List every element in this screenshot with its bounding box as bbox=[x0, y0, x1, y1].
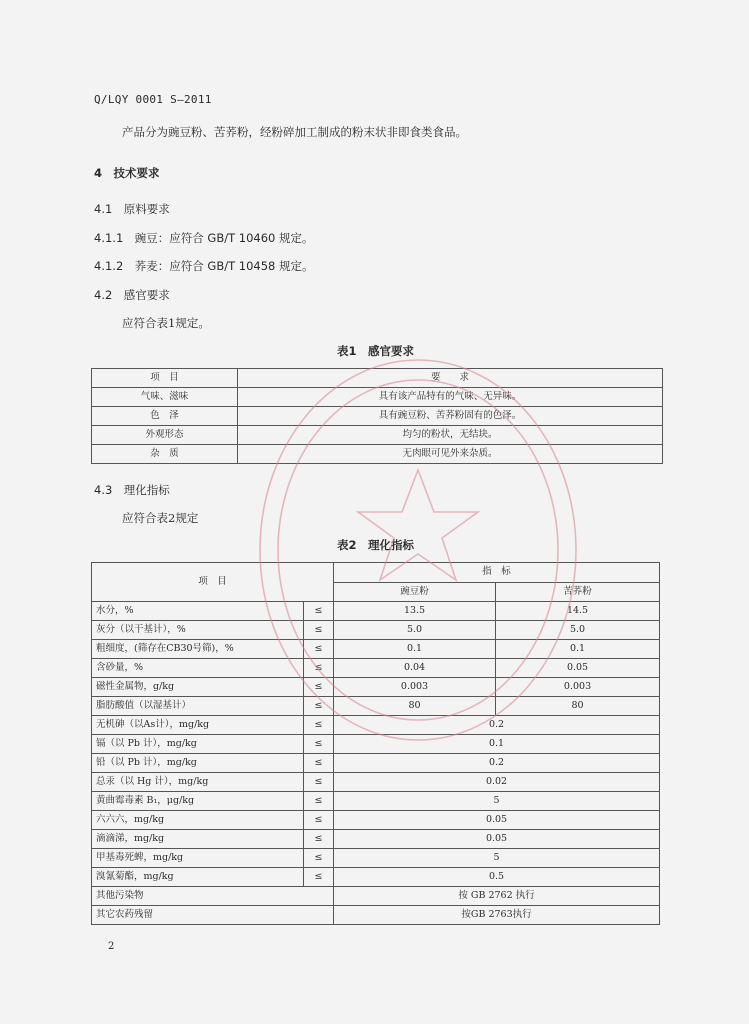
table-cell: ≤ bbox=[304, 640, 334, 659]
table-cell: 脂肪酸值（以湿基计） bbox=[92, 697, 304, 716]
table-cell: 0.2 bbox=[334, 754, 660, 773]
table-cell: ≤ bbox=[304, 735, 334, 754]
table-cell: ≤ bbox=[304, 697, 334, 716]
table-cell: 0.04 bbox=[334, 659, 496, 678]
table-cell: 杂 质 bbox=[92, 445, 238, 464]
table-cell: 具有该产品特有的气味、无异味。 bbox=[238, 388, 663, 407]
table-cell: 其他污染物 bbox=[92, 887, 334, 906]
table-cell: 按GB 2763执行 bbox=[334, 906, 660, 925]
page-number: 2 bbox=[108, 941, 115, 952]
table-cell: ≤ bbox=[304, 621, 334, 640]
seal-star-icon bbox=[358, 470, 478, 580]
table-header-cell: 豌豆粉 bbox=[334, 582, 496, 602]
table-cell: 镉（以 Pb 计），mg/kg bbox=[92, 735, 304, 754]
table-cell: 无肉眼可见外来杂质。 bbox=[238, 445, 663, 464]
table1-caption: 表1 感官要求 bbox=[337, 344, 415, 358]
table-cell: ≤ bbox=[304, 754, 334, 773]
section-4-2-text: 应符合表1规定。 bbox=[122, 316, 210, 330]
table-cell: 无机砷（以As计），mg/kg bbox=[92, 716, 304, 735]
table-cell: 0.1 bbox=[496, 640, 660, 659]
table-cell: 粗细度，(筛存在CB30号筛)，% bbox=[92, 640, 304, 659]
table-cell: 5 bbox=[334, 792, 660, 811]
table-cell: 0.1 bbox=[334, 735, 660, 754]
table-cell: ≤ bbox=[304, 830, 334, 849]
table-cell: 均匀的粉状，无结块。 bbox=[238, 426, 663, 445]
table-header-cell: 项 目 bbox=[92, 563, 334, 602]
table-cell: ≤ bbox=[304, 678, 334, 697]
table-cell: 水分，% bbox=[92, 602, 304, 621]
table-cell: 黄曲霉毒素 B₁，μg/kg bbox=[92, 792, 304, 811]
table-cell: 0.05 bbox=[496, 659, 660, 678]
table-cell: 甲基毒死蜱，mg/kg bbox=[92, 849, 304, 868]
table-cell: 气味、滋味 bbox=[92, 388, 238, 407]
table-cell: 0.02 bbox=[334, 773, 660, 792]
table-header-cell: 项 目 bbox=[92, 369, 238, 388]
table-cell: 总汞（以 Hg 计），mg/kg bbox=[92, 773, 304, 792]
table-cell: ≤ bbox=[304, 602, 334, 621]
table-cell: 0.003 bbox=[334, 678, 496, 697]
table-cell: 5.0 bbox=[334, 621, 496, 640]
table-cell: 0.2 bbox=[334, 716, 660, 735]
table-cell: 溴氰菊酯，mg/kg bbox=[92, 868, 304, 887]
section-4-1-1: 4.1.1 豌豆：应符合 GB/T 10460 规定。 bbox=[94, 231, 314, 245]
table-cell: ≤ bbox=[304, 773, 334, 792]
table-cell: ≤ bbox=[304, 811, 334, 830]
table-cell: 色 泽 bbox=[92, 407, 238, 426]
table-cell: 5 bbox=[334, 849, 660, 868]
table-cell: ≤ bbox=[304, 868, 334, 887]
table-cell: 六六六，mg/kg bbox=[92, 811, 304, 830]
standard-code-header: Q/LQY 0001 S—2011 bbox=[94, 93, 212, 106]
section-4-3-heading: 4.3 理化指标 bbox=[94, 483, 170, 497]
table-cell: 具有豌豆粉、苦荞粉固有的色泽。 bbox=[238, 407, 663, 426]
table-header-cell: 要 求 bbox=[238, 369, 663, 388]
table-cell: 滴滴涕，mg/kg bbox=[92, 830, 304, 849]
table-cell: 其它农药残留 bbox=[92, 906, 334, 925]
table-cell: ≤ bbox=[304, 659, 334, 678]
table-cell: 80 bbox=[334, 697, 496, 716]
table-cell: 含砂量，% bbox=[92, 659, 304, 678]
table-cell: 0.05 bbox=[334, 811, 660, 830]
section-4-2-heading: 4.2 感官要求 bbox=[94, 288, 170, 302]
table-cell: 80 bbox=[496, 697, 660, 716]
table-header-cell: 苦荞粉 bbox=[496, 582, 660, 602]
table-cell: 5.0 bbox=[496, 621, 660, 640]
table-cell: 外观形态 bbox=[92, 426, 238, 445]
table-cell: 14.5 bbox=[496, 602, 660, 621]
seal-inner-ring bbox=[278, 380, 558, 720]
table-cell: 13.5 bbox=[334, 602, 496, 621]
table-cell: 0.003 bbox=[496, 678, 660, 697]
table-cell: 铅（以 Pb 计），mg/kg bbox=[92, 754, 304, 773]
table-cell: 按 GB 2762 执行 bbox=[334, 887, 660, 906]
section-4-heading: 4 技术要求 bbox=[94, 166, 160, 180]
table-cell: 磁性金属物，g/kg bbox=[92, 678, 304, 697]
table-cell: ≤ bbox=[304, 792, 334, 811]
section-4-1-2: 4.1.2 荞麦：应符合 GB/T 10458 规定。 bbox=[94, 259, 314, 273]
table-cell: ≤ bbox=[304, 849, 334, 868]
seal-outer-ring bbox=[260, 360, 576, 740]
section-4-1-heading: 4.1 原料要求 bbox=[94, 202, 170, 216]
table-cell: 灰分（以干基计），% bbox=[92, 621, 304, 640]
section-4-3-text: 应符合表2规定 bbox=[122, 511, 199, 525]
intro-paragraph: 产品分为豌豆粉、苦荞粉，经粉碎加工制成的粉末状非即食类食品。 bbox=[122, 125, 467, 139]
table-cell: 0.05 bbox=[334, 830, 660, 849]
table-cell: 0.1 bbox=[334, 640, 496, 659]
table2-caption: 表2 理化指标 bbox=[337, 538, 415, 552]
table-cell: ≤ bbox=[304, 716, 334, 735]
table-header-cell: 指 标 bbox=[334, 563, 660, 583]
table-cell: 0.5 bbox=[334, 868, 660, 887]
